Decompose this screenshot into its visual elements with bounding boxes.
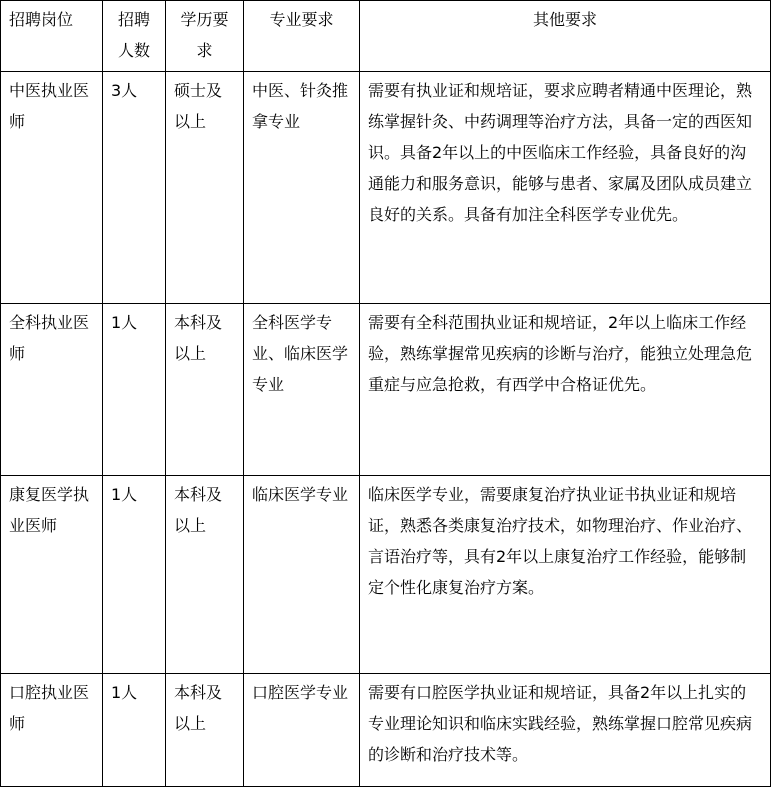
cell-other: 需要有口腔医学执业证和规培证，具备2年以上扎实的专业理论知识和临床实践经验，熟练掌握口腔常见疾病的诊断和治疗技术等。 <box>360 674 771 787</box>
table-row <box>1 72 771 304</box>
header-position: 招聘岗位 <box>1 1 103 72</box>
cell-other: 需要有全科范围执业证和规培证，2年以上临床工作经验，熟练掌握常见疾病的诊断与治疗，能独立处理急危重症与应急抢救，有西学中合格证优先。 <box>360 304 771 476</box>
cell-count: 1人 <box>103 674 166 787</box>
cell-position: 全科执业医师 <box>1 304 103 476</box>
header-other: 其他要求 <box>360 1 771 72</box>
cell-major: 中医、针灸推拿专业 <box>244 72 360 304</box>
cell-count: 1人 <box>103 476 166 674</box>
cell-education: 本科及以上 <box>166 674 244 787</box>
cell-position: 口腔执业医师 <box>1 674 103 787</box>
header-major: 专业要求 <box>244 1 360 72</box>
header-education: 学历要求 <box>166 1 244 72</box>
cell-education: 硕士及以上 <box>166 72 244 304</box>
header-count: 招聘人数 <box>103 1 166 72</box>
table-row <box>1 674 771 787</box>
cell-education: 本科及以上 <box>166 304 244 476</box>
table-header-row <box>1 1 771 72</box>
cell-major: 全科医学专业、临床医学专业 <box>244 304 360 476</box>
table-row <box>1 304 771 476</box>
cell-other: 需要有执业证和规培证，要求应聘者精通中医理论，熟练掌握针灸、中药调理等治疗方法，具备一定的西医知识。具备2年以上的中医临床工作经验，具备良好的沟通能力和服务意识，能够与患者、家属及团队成员建立良好的关系。具备有加注全科医学专业优先。 <box>360 72 771 304</box>
cell-position: 康复医学执业医师 <box>1 476 103 674</box>
cell-count: 1人 <box>103 304 166 476</box>
cell-major: 口腔医学专业 <box>244 674 360 787</box>
cell-major: 临床医学专业 <box>244 476 360 674</box>
table-row <box>1 476 771 674</box>
cell-count: 3人 <box>103 72 166 304</box>
cell-education: 本科及以上 <box>166 476 244 674</box>
cell-position: 中医执业医师 <box>1 72 103 304</box>
cell-other: 临床医学专业，需要康复治疗执业证书执业证和规培证，熟悉各类康复治疗技术，如物理治疗、作业治疗、言语治疗等，具有2年以上康复治疗工作经验，能够制定个性化康复治疗方案。 <box>360 476 771 674</box>
